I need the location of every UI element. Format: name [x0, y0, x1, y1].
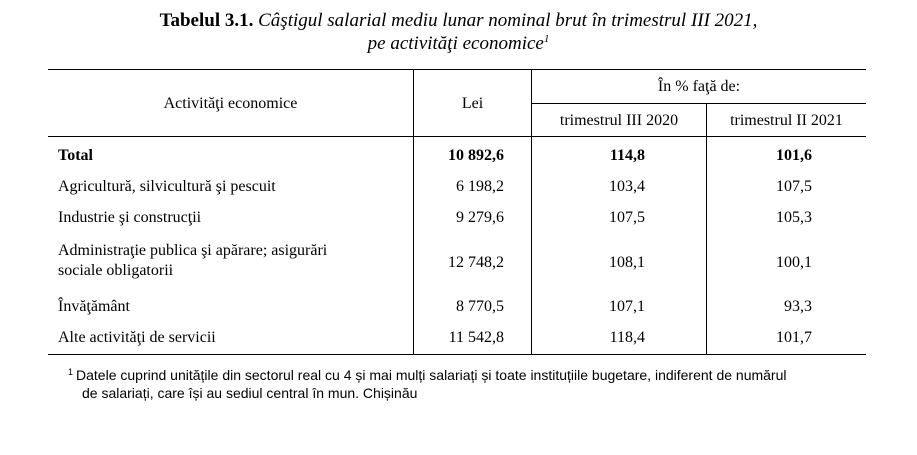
footnote-mark: 1	[68, 367, 74, 377]
row-lei: 12 748,2	[448, 254, 504, 271]
row-q2-2021: 105,3	[776, 209, 812, 226]
row-q3-2020: 103,4	[609, 178, 645, 195]
row-q3-2020: 108,1	[609, 254, 645, 271]
row-lei: 9 279,6	[456, 209, 504, 226]
row-lei: 6 198,2	[456, 178, 504, 195]
header-activity: Activităţi economice	[163, 95, 298, 112]
row-activity: Alte activităţi de servicii	[58, 329, 216, 346]
data-table	[48, 69, 866, 355]
footnote-text-1: Datele cuprind unitățile din sectorul real cu 4 și mai mulți salariați și toate instituțiile bugetare, indiferent de numărul	[76, 367, 787, 383]
row-activity-line1: Administraţie publica şi apărare; asigurări	[58, 242, 328, 259]
row-q2-2021: 107,5	[776, 178, 812, 195]
table-title-text-2: pe activităţi economice	[367, 33, 544, 54]
footnote-line1	[68, 366, 868, 384]
column-divider	[531, 287, 532, 354]
row-q2-2021: 100,1	[776, 254, 812, 271]
row-activity: Total	[58, 147, 93, 164]
row-q2-2021: 101,7	[776, 329, 812, 346]
row-activity: Agricultură, silvicultură şi pescuit	[58, 178, 276, 195]
row-q3-2020: 107,1	[609, 298, 645, 315]
header-lei: Lei	[461, 95, 484, 112]
title-footnote-mark: 1	[543, 33, 550, 45]
header-percent-group: În % faţă de:	[657, 78, 741, 95]
row-q2-2021: 93,3	[784, 298, 812, 315]
table-number: Tabelul 3.1.	[159, 10, 254, 31]
header-divider	[531, 103, 866, 104]
table-title	[0, 10, 917, 32]
column-divider	[706, 287, 707, 354]
footnote-text-2: de salariați, care își au sediul central în mun. Chișinău	[82, 385, 418, 401]
row-q3-2020: 114,8	[609, 147, 645, 164]
row-q3-2020: 118,4	[609, 329, 645, 346]
table-title-text: Câştigul salarial mediu lunar nominal brut în trimestrul III 2021,	[258, 10, 758, 31]
row-q3-2020: 107,5	[609, 209, 645, 226]
column-divider	[413, 287, 414, 354]
row-activity-line2: sociale obligatorii	[58, 262, 174, 279]
row-lei: 10 892,6	[448, 147, 504, 164]
row-lei: 8 770,5	[456, 298, 504, 315]
table-title-line2	[0, 33, 917, 55]
header-q2-2021: trimestrul II 2021	[730, 112, 843, 129]
row-lei: 11 542,8	[448, 329, 504, 346]
footnote	[68, 366, 868, 402]
row-activity: Învăţământ	[58, 298, 130, 315]
header-q3-2020: trimestrul III 2020	[559, 112, 679, 129]
row-q2-2021: 101,6	[776, 147, 812, 164]
row-activity: Industrie şi construcţii	[58, 209, 202, 226]
header-bottom-rule	[48, 136, 866, 137]
